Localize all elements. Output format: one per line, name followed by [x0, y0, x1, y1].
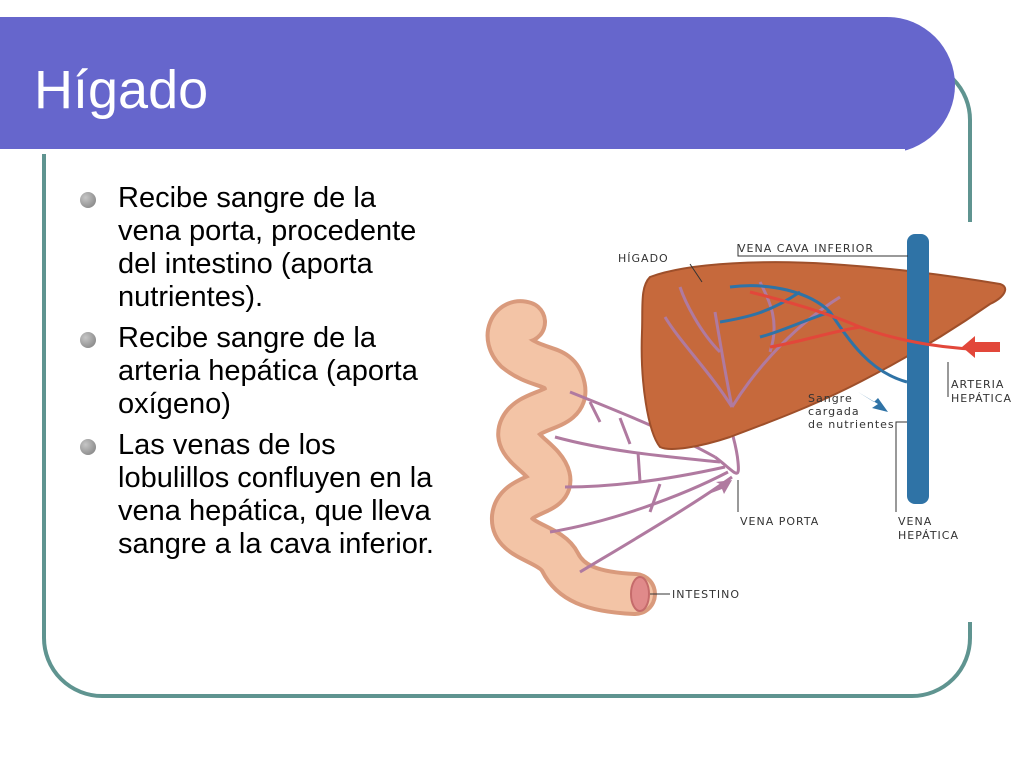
bullet-dot-icon [80, 192, 96, 208]
bullet-list [80, 182, 440, 569]
title-underline [0, 149, 905, 154]
label-intestino: INTESTINO [672, 588, 740, 601]
bullet-dot-icon [80, 439, 96, 455]
bullet-item [80, 182, 440, 314]
label-arteria-2: HEPÁTICA [951, 392, 1012, 405]
label-vena-porta: VENA PORTA [740, 515, 820, 528]
liver-diagram [470, 222, 1024, 622]
bullet-item [80, 429, 440, 561]
bullet-item [80, 322, 440, 421]
label-arteria-1: ARTERIA [951, 378, 1005, 391]
label-sangre-3: de nutrientes [808, 418, 895, 431]
bullet-dot-icon [80, 332, 96, 348]
bullet-text: Recibe sangre de la arteria hepática (aporta oxígeno) [118, 322, 418, 420]
label-vena-hepatica-2: HEPÁTICA [898, 529, 959, 542]
vena-cava-illustration [907, 234, 929, 504]
slide-title: Hígado [34, 60, 209, 120]
label-higado: HÍGADO [618, 252, 669, 265]
label-vena-hepatica-1: VENA [898, 515, 933, 528]
label-vena-cava: VENA CAVA INFERIOR [738, 242, 875, 255]
label-sangre-2: cargada [808, 405, 860, 418]
title-bar [0, 17, 955, 153]
bullet-text: Las venas de los lobulillos confluyen en la vena hepática, que lleva sangre a la cava inferior. [118, 429, 434, 560]
label-sangre-1: Sangre [808, 392, 853, 405]
bullet-text: Recibe sangre de la vena porta, procedente del intestino (aporta nutrientes). [118, 182, 417, 313]
